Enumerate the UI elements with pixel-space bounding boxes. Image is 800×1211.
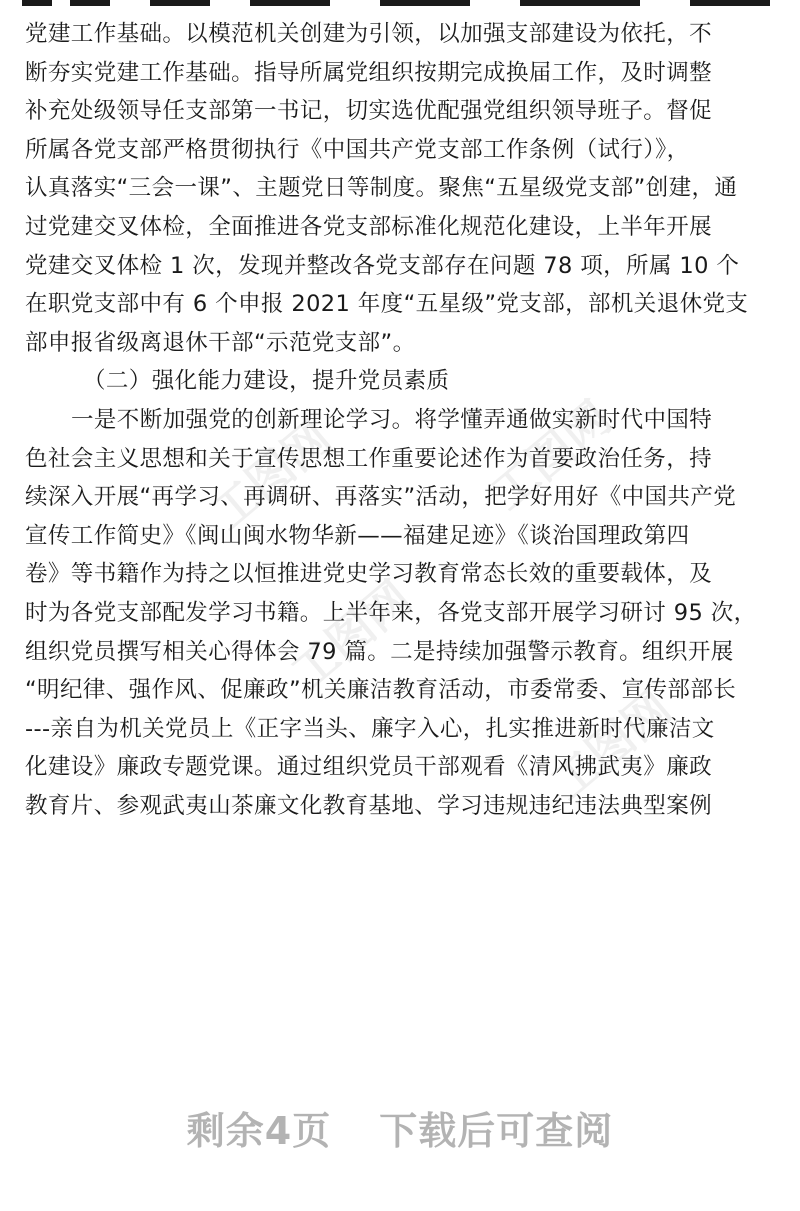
text-line: 化建设》廉政专题党课。通过组织党员干部观看《清风拂武夷》廉政 <box>25 754 713 781</box>
text-line: 过党建交叉体检，全面推进各党支部标准化规范化建设，上半年开展 <box>25 213 713 240</box>
text-line: “明纪律、强作风、促廉政”机关廉洁教育活动，市委常委、宣传部部长 <box>25 677 737 704</box>
download-hint-label: 下载后可查阅 <box>379 1109 614 1153</box>
watermark-text: 工图网 <box>480 390 622 521</box>
watermark-text: 工图网 <box>200 410 342 541</box>
section-heading: （二）强化能力建设，提升党员素质 <box>83 368 450 395</box>
watermark-text: 工图网 <box>540 680 682 811</box>
text-line: 党建工作基础。以模范机关创建为引领，以加强支部建设为依托，不 <box>25 21 713 47</box>
text-line: 教育片、参观武夷山茶廉文化教育基地、学习违规违纪违法典型案例 <box>25 792 713 819</box>
text-line: 宣传工作简史》《闽山闽水物华新——福建足迹》《谈治国理政第四 <box>25 522 690 549</box>
text-line: ---亲自为机关党员上《正字当头、廉字入心，扎实推进新时代廉洁文 <box>25 715 715 742</box>
text-line: 时为各党支部配发学习书籍。上半年来，各党支部开展学习研讨 95 次， <box>25 599 757 626</box>
text-line: 组织党员撰写相关心得体会 79 篇。二是持续加强警示教育。组织开展 <box>25 638 734 665</box>
text-line: 党建交叉体检 1 次，发现并整改各党支部存在问题 78 项，所属 10 个 <box>25 252 740 279</box>
document-body <box>25 15 777 825</box>
text-line: 认真落实“三会一课”、主题党日等制度。聚焦“五星级党支部”创建，通 <box>25 175 738 202</box>
watermark-text: 工图网 <box>280 570 422 701</box>
text-line: 在职党支部中有 6 个申报 2021 年度“五星级”党支部，部机关退休党支 <box>25 291 749 318</box>
text-line: 部申报省级离退休干部“示范党支部”。 <box>25 329 416 356</box>
text-line: 色社会主义思想和关于宣传思想工作重要论述作为首要政治任务，持 <box>25 445 713 472</box>
text-line: 续深入开展“再学习、再调研、再落实”活动，把学好用好《中国共产党 <box>25 484 737 511</box>
remaining-pages-label: 剩余4页 <box>186 1109 332 1153</box>
text-line: 补充处级领导任支部第一书记，切实选优配强党组织领导班子。督促 <box>25 98 713 125</box>
clipped-previous-line <box>0 0 800 8</box>
text-line: 一是不断加强党的创新理论学习。将学懂弄通做实新时代中国特 <box>71 406 713 433</box>
text-line: 所属各党支部严格贯彻执行《中国共产党支部工作条例（试行）》， <box>25 136 690 163</box>
text-line: 断夯实党建工作基础。指导所属党组织按期完成换届工作，及时调整 <box>25 59 713 86</box>
remaining-pages-banner[interactable] <box>0 1100 800 1155</box>
text-line: 卷》等书籍作为持之以恒推进党史学习教育常态长效的重要载体，及 <box>25 561 713 588</box>
